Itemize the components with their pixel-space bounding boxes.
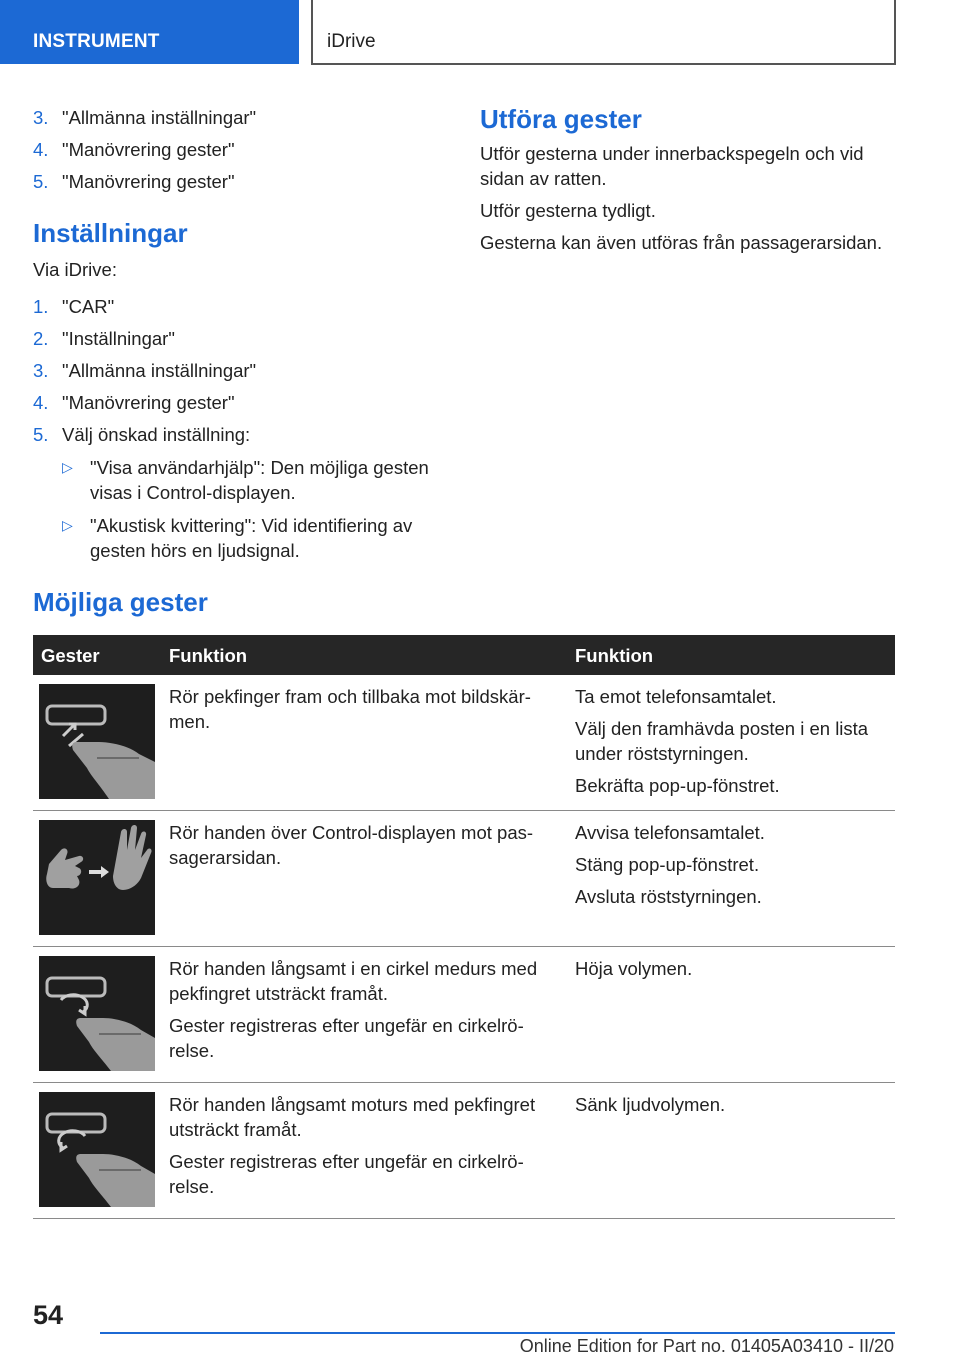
function-text: Välj den framhävda posten i en lista under röststyrningen. (575, 718, 869, 764)
description-text: Rör handen långsamt i en cirkel medurs med pekfingret utsträckt framåt. (169, 958, 538, 1004)
gesture-description (169, 956, 554, 1070)
gesture-description (169, 820, 554, 877)
function-text: Stäng pop-up-fönstret. (575, 854, 760, 875)
list-item: 5. Välj önskad inställning: (33, 424, 251, 445)
description-text: Rör handen långsamt moturs med pekfingret utsträckt framåt. (169, 1094, 536, 1140)
bullet-triangle-icon: ▷ (62, 459, 73, 475)
gesture-function (575, 684, 890, 805)
bullet-triangle-icon: ▷ (62, 517, 73, 533)
gestures-heading: Möjliga gester (33, 587, 208, 617)
function-text: Avvisa telefonsamtalet. (575, 822, 765, 843)
gestures-table (33, 635, 895, 1219)
settings-heading: Inställningar (33, 218, 188, 248)
steps-continued (33, 105, 256, 201)
list-item: 1. "CAR" (33, 296, 115, 317)
circle-counterclockwise-icon (39, 1092, 155, 1207)
description-text: Gester registreras efter ungefär en cirkelrö-relse. (169, 1151, 524, 1197)
finger-forward-back-icon (39, 684, 155, 799)
table-row (33, 675, 895, 811)
list-item: ▷ "Akustisk kvittering": Vid identifiering av gesten hörs en ljudsignal. (62, 515, 413, 561)
table-header (33, 635, 895, 675)
gesture-function (575, 820, 890, 916)
gesture-description (169, 684, 554, 741)
section-tab (0, 0, 299, 64)
description-text: Gester registreras efter ungefär en cirkelrö-relse. (169, 1015, 524, 1061)
list-item: 5. "Manövrering gester" (33, 171, 235, 192)
column-header: Funktion (169, 645, 248, 666)
description-text: Rör pekfinger fram och tillbaka mot bildskär-men. (169, 686, 531, 732)
perform-text: Gesterna kan även utföras från passagerarsidan. (480, 232, 883, 253)
description-text: Rör handen över Control-displayen mot pas-sagerarsidan. (169, 822, 534, 868)
settings-options (62, 455, 442, 571)
gesture-function (575, 956, 890, 988)
section-title: INSTRUMENT (33, 31, 160, 52)
function-text: Avsluta röststyrningen. (575, 886, 762, 907)
function-text: Höja volymen. (575, 958, 693, 979)
perform-text: Utför gesterna tydligt. (480, 200, 656, 221)
table-row (33, 811, 895, 947)
list-item: 3. "Allmänna inställningar" (33, 107, 257, 128)
list-item: 4. "Manövrering gester" (33, 392, 235, 413)
table-row (33, 1083, 895, 1219)
function-text: Sänk ljudvolymen. (575, 1094, 726, 1115)
perform-heading: Utföra gester (480, 104, 642, 134)
edition-note: Online Edition for Part no. 01405A03410 - II/20 (519, 1336, 894, 1356)
footer-divider (100, 1332, 895, 1334)
list-item: 4. "Manövrering gester" (33, 139, 235, 160)
gesture-description (169, 1092, 554, 1206)
chapter-tab (311, 0, 896, 65)
function-text: Bekräfta pop-up-fönstret. (575, 775, 780, 796)
list-item: 2. "Inställningar" (33, 328, 175, 349)
column-header: Funktion (575, 645, 654, 666)
circle-clockwise-icon (39, 956, 155, 1071)
hand-swipe-icon (39, 820, 155, 935)
settings-intro: Via iDrive: (33, 259, 117, 280)
column-header: Gester (41, 645, 100, 666)
settings-steps (33, 294, 256, 454)
gesture-function (575, 1092, 890, 1124)
page-number: 54 (33, 1300, 64, 1330)
perform-text: Utför gesterna under innerbackspegeln och vid sidan av ratten. (480, 143, 864, 189)
function-text: Ta emot telefonsamtalet. (575, 686, 777, 707)
list-item: ▷ "Visa användarhjälp": Den möjliga gesten visas i Control-displayen. (62, 457, 429, 503)
list-item: 3. "Allmänna inställningar" (33, 360, 257, 381)
chapter-title: iDrive (327, 31, 376, 52)
table-row (33, 947, 895, 1083)
